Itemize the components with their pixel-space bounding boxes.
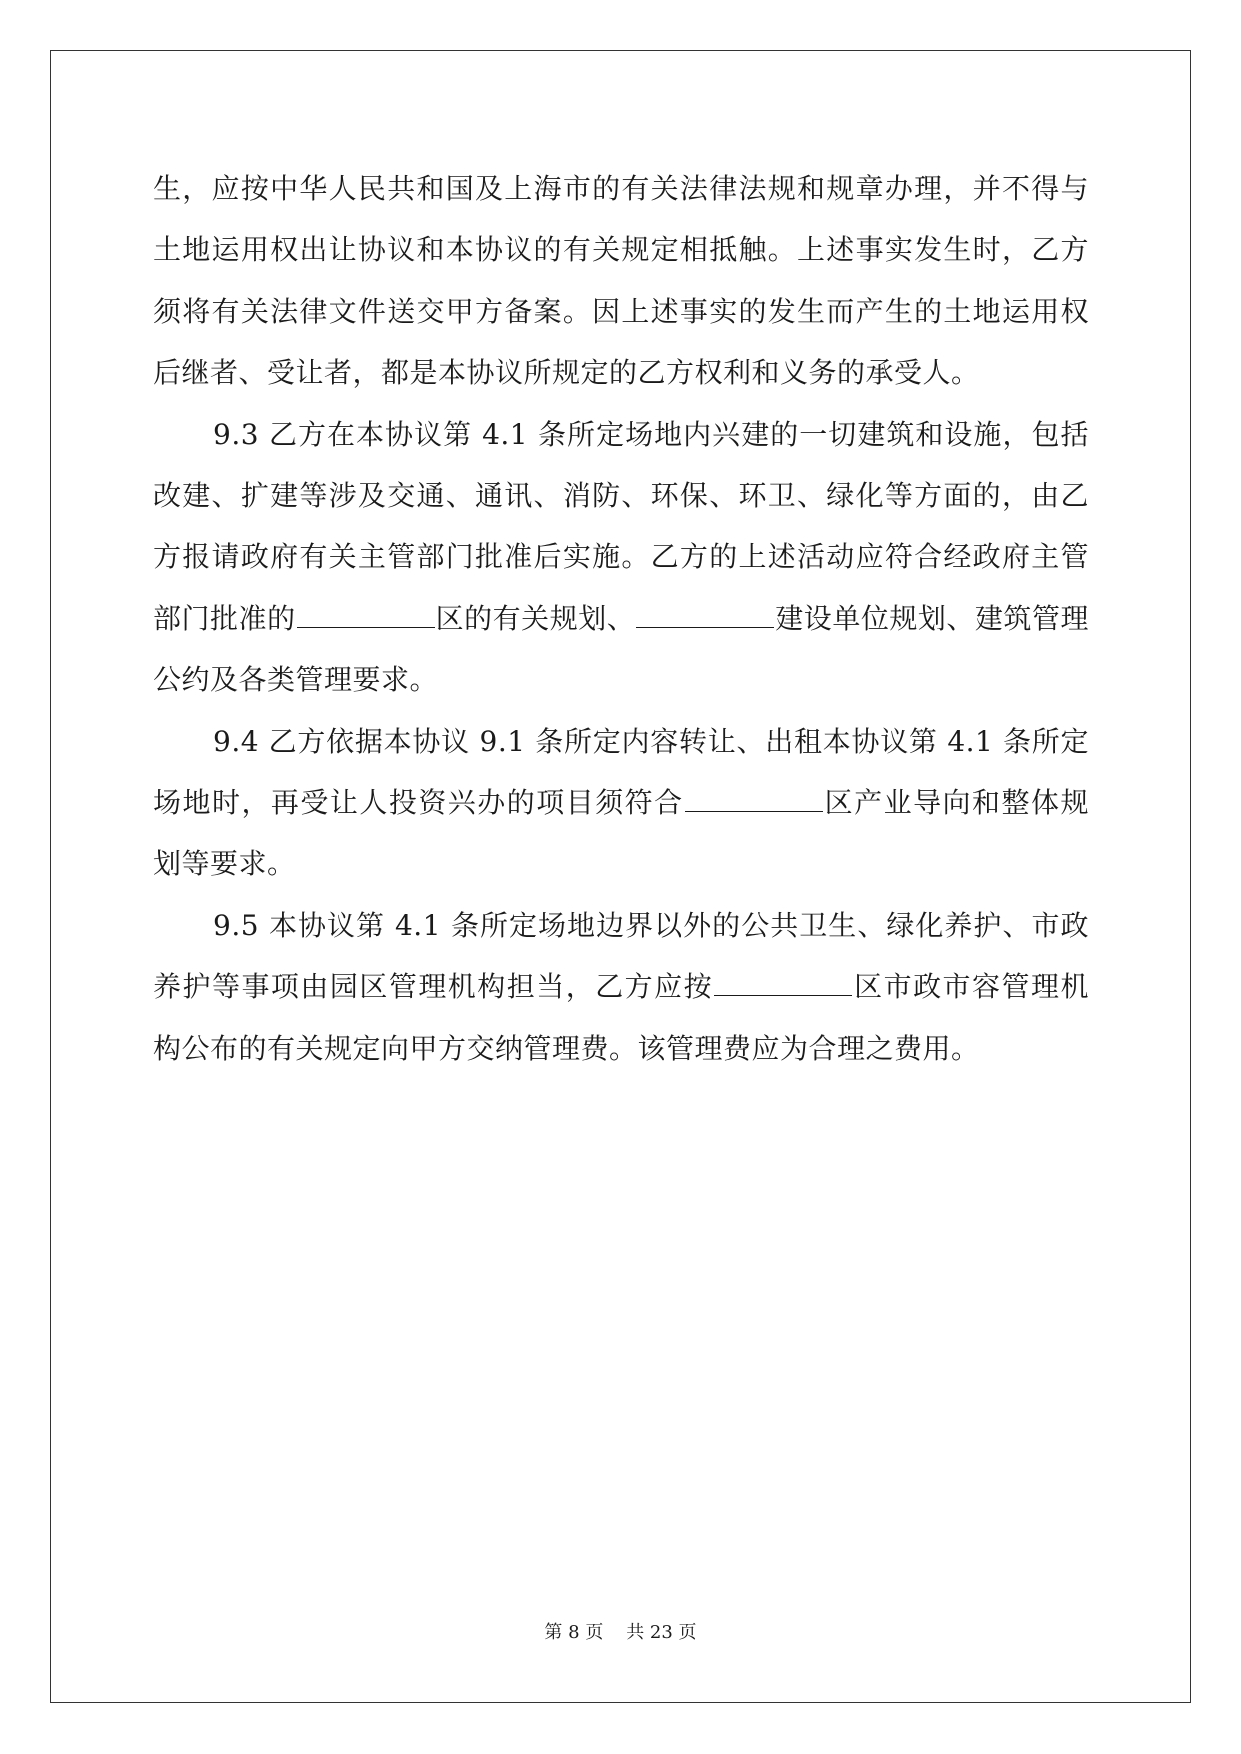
- fill-in-blank: [297, 605, 435, 628]
- fill-in-blank: [636, 605, 774, 628]
- page-footer-number: 第 8 页 共 23 页: [544, 1622, 697, 1643]
- paragraph-text: 区市政市容管理机构公布的有关规定向甲方交纳管理费。该管理费应为合理之费用。: [153, 970, 1089, 1065]
- paragraph-continuation: [153, 158, 1089, 404]
- paragraph-clause-9-5: [153, 895, 1089, 1079]
- fill-in-blank: [685, 789, 823, 812]
- paragraph-text: 9.3 乙方在本协议第 4.1 条所定场地内兴建的一切建筑和设施，包括改建、扩建等涉及交通、通讯、消防、环保、环卫、绿化等方面的，由乙方报请政府有关主管部门批准后实施。乙方的上述活动应符合经政府主管部门批准的: [153, 417, 1089, 635]
- paragraph-text: 区的有关规划、: [435, 601, 636, 635]
- fill-in-blank: [714, 973, 852, 996]
- paragraph-text: 区产业导向和整体规划等要求。: [153, 786, 1089, 881]
- document-body: [153, 158, 1089, 1079]
- paragraph-clause-9-4: [153, 711, 1089, 895]
- paragraph-text: 生，应按中华人民共和国及上海市的有关法律法规和规章办理，并不得与土地运用权出让协议和本协议的有关规定相抵触。上述事实发生时，乙方须将有关法律文件送交甲方备案。因上述事实的发生而产生的土地运用权后继者、受让者，都是本协议所规定的乙方权利和义务的承受人。: [153, 172, 1089, 390]
- paragraph-text: 建设单位规划、建筑管理公约及各类管理要求。: [153, 601, 1089, 697]
- paragraph-text: 9.4 乙方依据本协议 9.1 条所定内容转让、出租本协议第 4.1 条所定场地时，再受让人投资兴办的项目须符合: [153, 724, 1089, 820]
- paragraph-text: 9.5 本协议第 4.1 条所定场地边界以外的公共卫生、绿化养护、市政养护等事项由园区管理机构担当，乙方应按: [153, 908, 1089, 1004]
- paragraph-clause-9-3: [153, 404, 1089, 711]
